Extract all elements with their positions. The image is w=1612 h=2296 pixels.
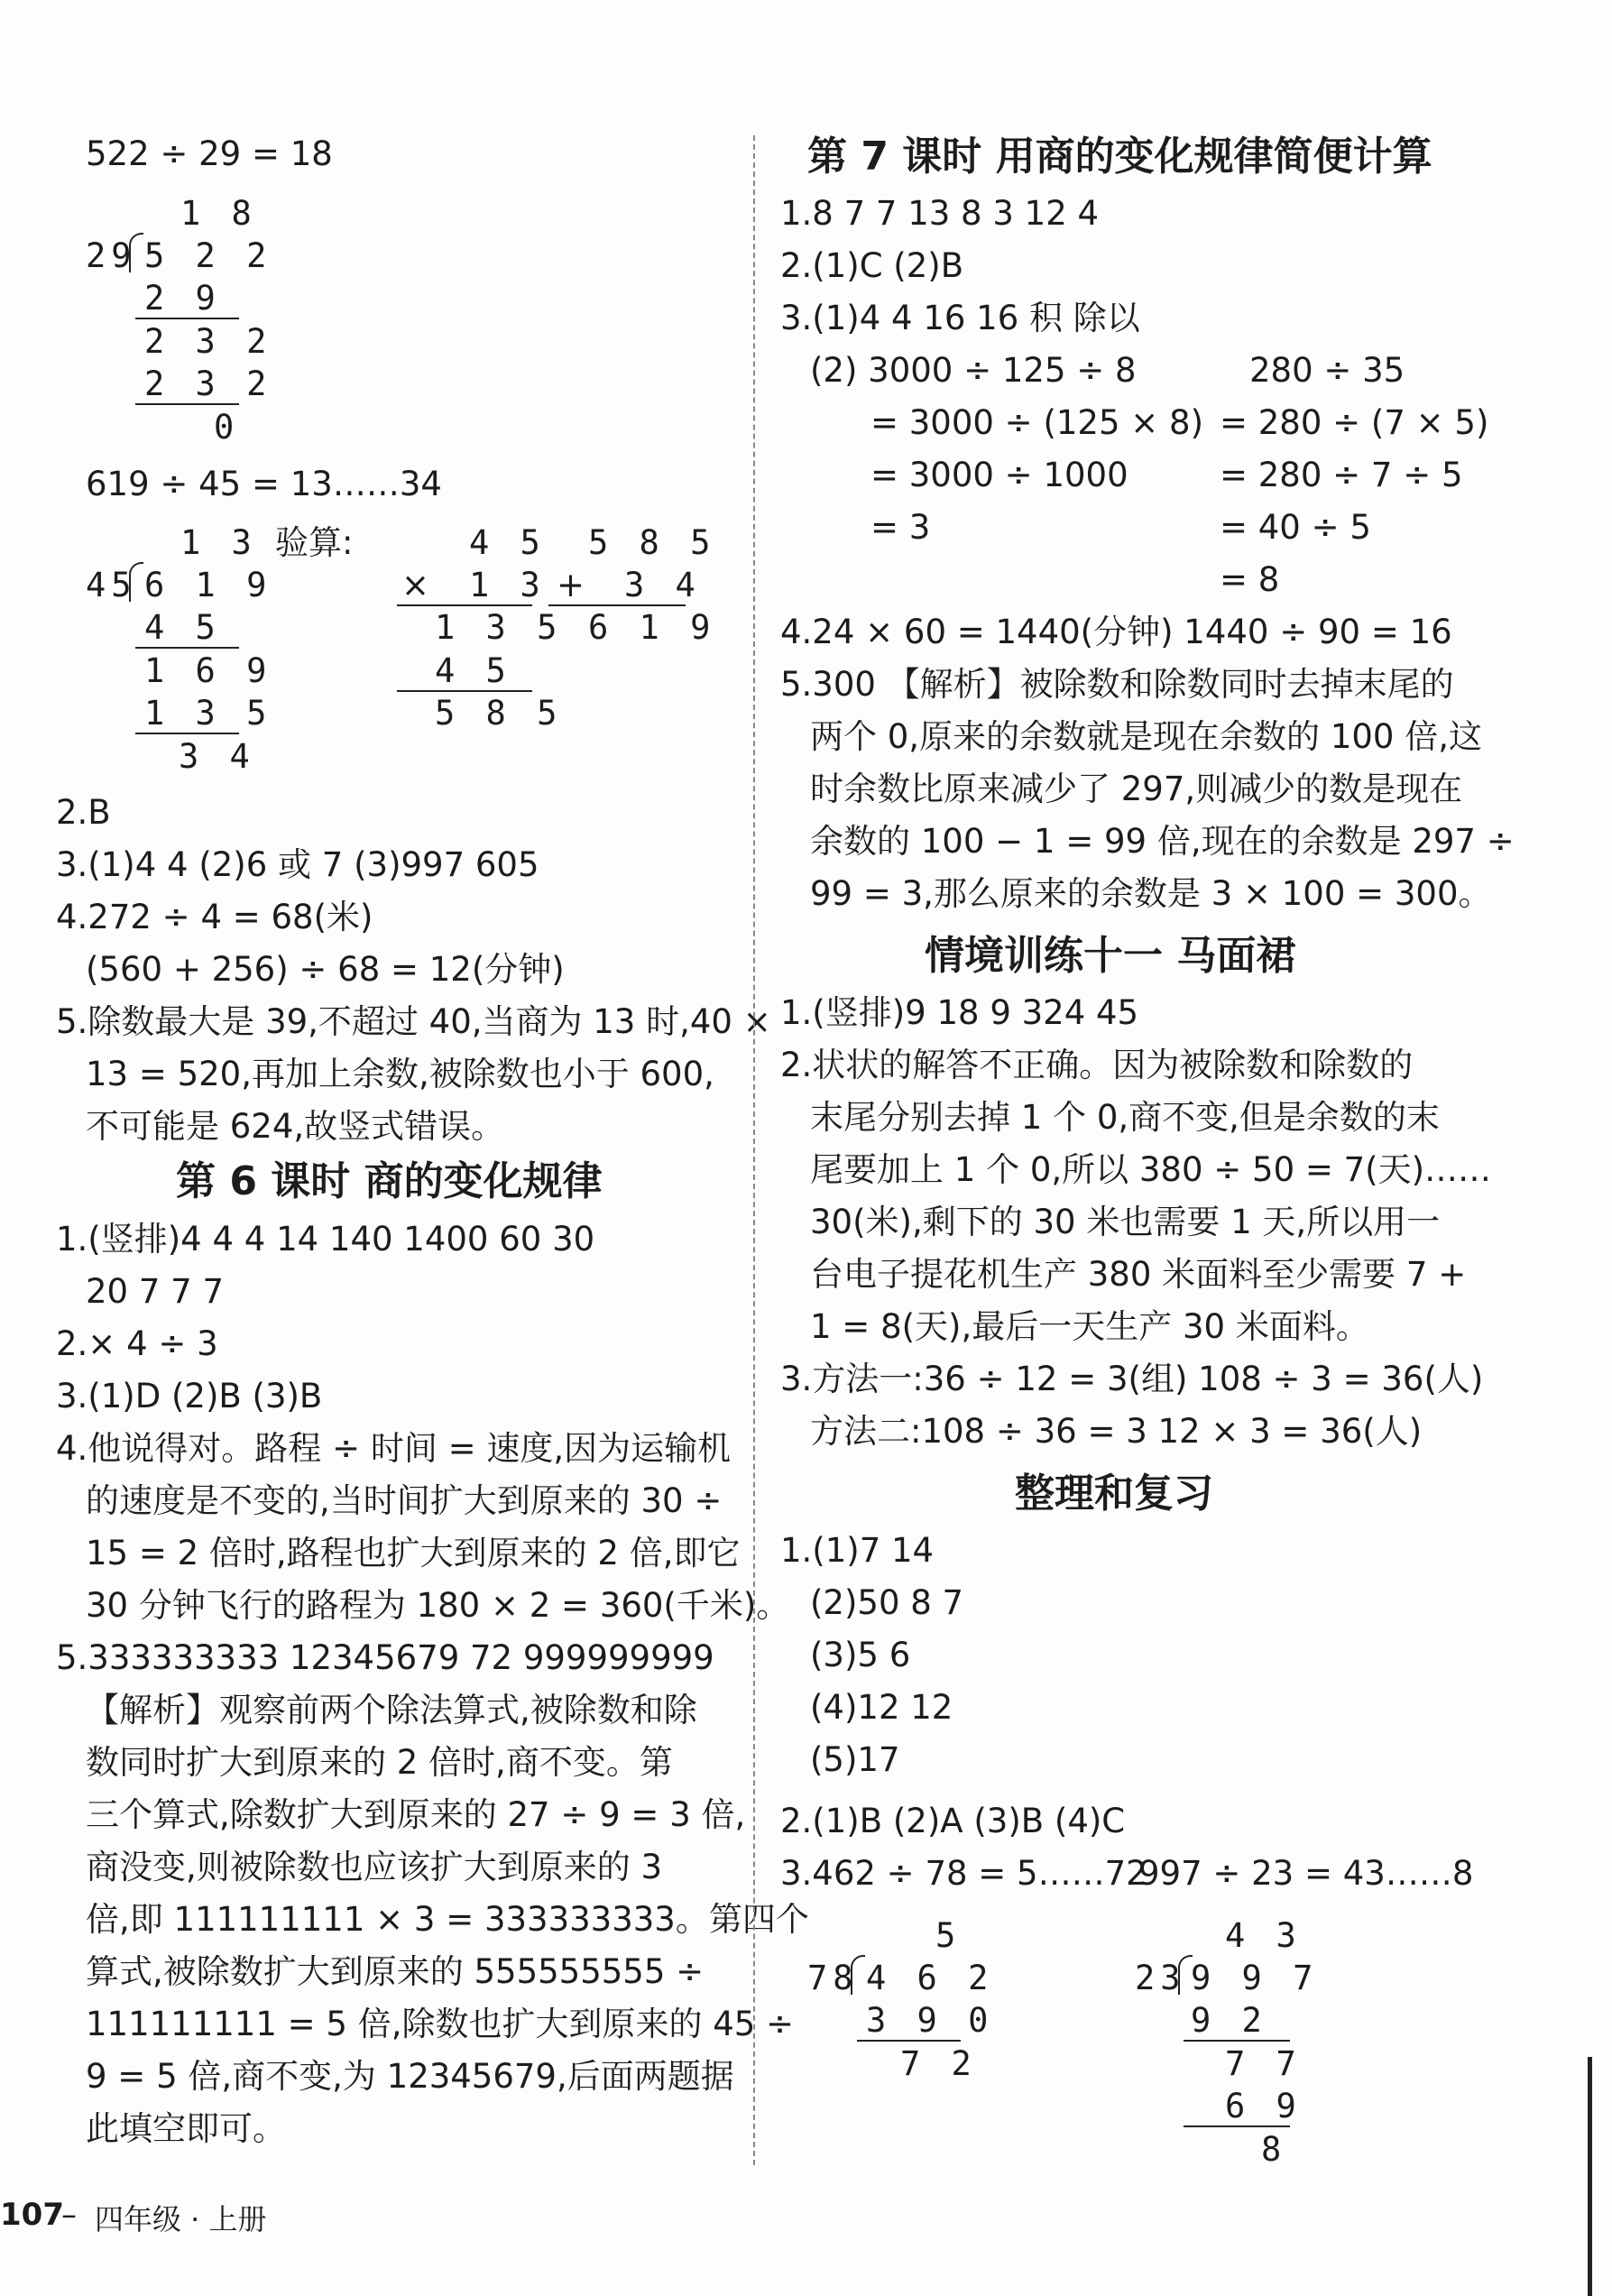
answer-line: (2)50 8 7 xyxy=(810,1583,964,1622)
answer-line: 4.272 ÷ 4 = 68(米) xyxy=(56,898,373,936)
answer-line: 619 ÷ 45 = 13……34 xyxy=(86,465,442,503)
dividend: 4 6 2 xyxy=(866,1959,994,1997)
partial: 1 6 9 xyxy=(144,651,272,690)
analysis-line: 此填空即可。 xyxy=(86,2109,286,2148)
sum: 6 1 9 xyxy=(588,608,716,647)
answer-line: 1 = 8(天),最后一天生产 30 米面料。 xyxy=(810,1307,1369,1346)
answer-line: 1.(竖排)9 18 9 324 45 xyxy=(780,993,1139,1032)
answer-line: (2) 3000 ÷ 125 ÷ 8 xyxy=(810,351,1137,390)
answer-line: 1.(竖排)4 4 4 14 140 1400 60 30 xyxy=(56,1220,595,1259)
rule xyxy=(135,647,239,649)
answer-line: 的速度是不变的,当时间扩大到原来的 30 ÷ xyxy=(86,1481,723,1520)
page-number: 107 xyxy=(0,2197,64,2233)
answer-line: 2.B xyxy=(56,793,111,832)
answer-line: 1.(1)7 14 xyxy=(780,1531,935,1570)
answer-line: 4.24 × 60 = 1440(分钟) 1440 ÷ 90 = 16 xyxy=(780,613,1452,651)
answer-line: 15 = 2 倍时,路程也扩大到原来的 2 倍,即它 xyxy=(86,1534,741,1572)
factor: 4 5 xyxy=(469,523,546,562)
analysis-line: 99 = 3,那么原来的余数是 3 × 100 = 300。 xyxy=(810,874,1492,913)
section-heading: 第 7 课时 用商的变化规律简便计算 xyxy=(807,134,1432,180)
answer-line: 2.状状的解答不正确。因为被除数和除数的 xyxy=(780,1046,1414,1084)
quotient: 1 3 xyxy=(180,523,257,562)
answer-line: (560 + 256) ÷ 68 = 12(分钟) xyxy=(86,950,565,989)
rule xyxy=(397,604,532,606)
analysis-line: 算式,被除数扩大到原来的 555555555 ÷ xyxy=(86,1952,705,1991)
remainder: 7 2 xyxy=(900,2044,977,2083)
remainder: 3 4 xyxy=(179,737,255,776)
partial: 6 9 xyxy=(1225,2087,1302,2125)
rule xyxy=(397,690,532,692)
analysis-line: 余数的 100 − 1 = 99 倍,现在的余数是 297 ÷ xyxy=(810,822,1515,861)
answer-line: (3)5 6 xyxy=(810,1636,911,1674)
dividend: 6 1 9 xyxy=(144,566,272,604)
analysis-line: 111111111 = 5 倍,除数也扩大到原来的 45 ÷ xyxy=(86,2005,795,2043)
addend: 3 4 xyxy=(624,566,701,604)
answer-line: 3.(1)D (2)B (3)B xyxy=(56,1377,323,1415)
partial: 2 9 xyxy=(144,279,221,318)
grade-label: 四年级 · 上册 xyxy=(95,2202,267,2236)
partial: 3 9 0 xyxy=(866,2001,994,2040)
rule xyxy=(548,604,686,606)
analysis-line: 【解析】观察前两个除法算式,被除数和除 xyxy=(86,1691,697,1729)
answer-line: = 280 ÷ 7 ÷ 5 xyxy=(1220,456,1463,494)
operator: + xyxy=(557,566,585,604)
divisor: 45 xyxy=(86,566,137,604)
answer-line: = 3000 ÷ 1000 xyxy=(870,456,1128,494)
quotient: 5 xyxy=(935,1916,962,1955)
answer-line: = 40 ÷ 5 xyxy=(1220,508,1371,547)
division-bracket xyxy=(129,233,143,272)
answer-line: 1.8 7 7 13 8 3 12 4 xyxy=(780,194,1100,233)
answer-line: 3.方法一:36 ÷ 12 = 3(组) 108 ÷ 3 = 36(人) xyxy=(780,1360,1484,1398)
dividend: 9 9 7 xyxy=(1191,1959,1319,1997)
answer-line: (5)17 xyxy=(810,1740,900,1779)
check-label: 验算: xyxy=(275,523,354,562)
answer-line: 3.(1)4 4 16 16 积 除以 xyxy=(780,299,1140,337)
rule xyxy=(135,403,239,405)
section-heading: 整理和复习 xyxy=(1015,1471,1213,1517)
operator: × xyxy=(401,566,430,604)
answer-line: 30 分钟飞行的路程为 180 × 2 = 360(千米)。 xyxy=(86,1586,790,1625)
answer-line: 2.× 4 ÷ 3 xyxy=(56,1324,218,1363)
partial-product: 1 3 5 xyxy=(435,608,563,647)
analysis-line: 三个算式,除数扩大到原来的 27 ÷ 9 = 3 倍, xyxy=(86,1795,746,1834)
quotient: 4 3 xyxy=(1225,1916,1302,1955)
analysis-line: 时余数比原来减少了 297,则减少的数是现在 xyxy=(810,770,1463,808)
rule xyxy=(135,318,239,319)
quotient: 1 8 xyxy=(180,194,257,233)
answer-line: 不可能是 624,故竖式错误。 xyxy=(86,1107,505,1146)
divisor: 78 xyxy=(807,1959,859,1997)
answer-line: = 3 xyxy=(870,508,931,547)
answer-line: 尾要加上 1 个 0,所以 380 ÷ 50 = 7(天)…… xyxy=(810,1150,1492,1189)
answer-line: 3.(1)4 4 (2)6 或 7 (3)997 605 xyxy=(56,845,539,884)
divisor: 23 xyxy=(1135,1959,1186,1997)
partial: 2 3 2 xyxy=(144,322,272,361)
divisor: 29 xyxy=(86,236,137,275)
rule xyxy=(1184,2040,1290,2042)
column-divider xyxy=(753,135,755,2165)
analysis-line: 商没变,则被除数也应该扩大到原来的 3 xyxy=(86,1848,663,1886)
answer-line: = 8 xyxy=(1220,560,1280,599)
rule xyxy=(1184,2125,1290,2127)
answer-line: 280 ÷ 35 xyxy=(1249,351,1405,390)
factor: 1 3 xyxy=(469,566,546,604)
division-bracket xyxy=(129,562,143,602)
answer-line: 522 ÷ 29 = 18 xyxy=(86,134,333,173)
answer-line: 2.(1)B (2)A (3)B (4)C xyxy=(780,1802,1126,1840)
analysis-line: 两个 0,原来的余数就是现在余数的 100 倍,这 xyxy=(810,717,1482,756)
answer-line: 5.除数最大是 39,不超过 40,当商为 13 时,40 × xyxy=(56,1002,771,1041)
answer-line: 5.333333333 12345679 72 999999999 xyxy=(56,1638,714,1677)
answer-line: 13 = 520,再加上余数,被除数也小于 600, xyxy=(86,1055,714,1093)
rule xyxy=(857,2040,961,2042)
remainder: 8 xyxy=(1261,2130,1287,2169)
analysis-line: 数同时扩大到原来的 2 倍时,商不变。第 xyxy=(86,1743,673,1782)
answer-line: = 3000 ÷ (125 × 8) xyxy=(870,403,1204,442)
answer-line: 台电子提花机生产 380 米面料至少需要 7 + xyxy=(810,1255,1467,1294)
footer-separator: – xyxy=(61,2197,77,2233)
answer-line: 5.300 【解析】被除数和除数同时去掉末尾的 xyxy=(780,665,1454,704)
answer-line: 20 7 7 7 xyxy=(86,1272,224,1311)
remainder: 0 xyxy=(214,408,240,447)
rule xyxy=(135,733,239,734)
analysis-line: 9 = 5 倍,商不变,为 12345679,后面两题据 xyxy=(86,2057,734,2096)
partial: 4 5 xyxy=(144,608,221,647)
answer-line: (4)12 12 xyxy=(810,1688,953,1727)
answer-line: 方法二:108 ÷ 36 = 3 12 × 3 = 36(人) xyxy=(810,1412,1423,1451)
section-heading: 第 6 课时 商的变化规律 xyxy=(176,1158,603,1204)
answer-line: = 280 ÷ (7 × 5) xyxy=(1220,403,1489,442)
answer-line: 997 ÷ 23 = 43……8 xyxy=(1138,1854,1474,1893)
division-bracket xyxy=(851,1955,865,1995)
partial: 7 7 xyxy=(1225,2044,1302,2083)
partial: 9 2 xyxy=(1191,2001,1267,2040)
page-edge xyxy=(1588,2057,1592,2296)
dividend: 5 2 2 xyxy=(144,236,272,275)
answer-line: 3.462 ÷ 78 = 5……72 xyxy=(780,1854,1147,1893)
analysis-line: 倍,即 111111111 × 3 = 333333333。第四个 xyxy=(86,1900,809,1939)
product: 5 8 5 xyxy=(435,694,563,733)
section-heading: 情境训练十一 马面裙 xyxy=(925,933,1296,979)
answer-line: 4.他说得对。路程 ÷ 时间 = 速度,因为运输机 xyxy=(56,1429,732,1468)
answer-line: 30(米),剩下的 30 米也需要 1 天,所以用一 xyxy=(810,1203,1441,1241)
partial: 1 3 5 xyxy=(144,694,272,733)
partial-product: 4 5 xyxy=(435,651,511,690)
answer-line: 末尾分别去掉 1 个 0,商不变,但是余数的末 xyxy=(810,1098,1440,1137)
addend: 5 8 5 xyxy=(588,523,716,562)
answer-line: 2.(1)C (2)B xyxy=(780,246,964,285)
partial: 2 3 2 xyxy=(144,364,272,403)
